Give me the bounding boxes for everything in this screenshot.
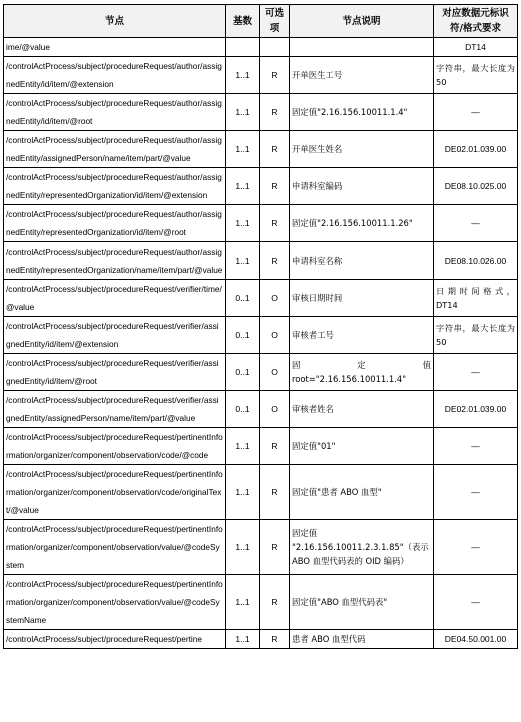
optional-cell: R [260,465,290,520]
table-row [4,94,518,131]
cardinality-cell: 0..1 [226,354,260,391]
optional-cell: R [260,205,290,242]
standard-cell: 字符串，最大长度为 50 [434,317,518,354]
description-cell: 固定值"2.16.156.10011.1.4" [290,94,434,131]
description-cell: 审核者姓名 [290,391,434,428]
description-cell [290,38,434,57]
node-path-cell: /controlActProcess/subject/procedureRequest/author/assignedEntity/representedOrganization/name/item/part/@value [4,242,226,280]
optional-cell: R [260,131,290,168]
table-row [4,317,518,354]
optional-cell: O [260,354,290,391]
table-row [4,391,518,428]
header-node: 节点 [4,5,226,38]
cardinality-cell: 1..1 [226,242,260,280]
description-cell: 开单医生工号 [290,57,434,94]
node-path-cell: /controlActProcess/subject/procedureRequest/author/assignedEntity/id/item/@extension [4,57,226,94]
header-cardinality: 基数 [226,5,260,38]
table-row [4,575,518,630]
description-cell: 固定值 "2.16.156.10011.2.3.1.85"（表示 ABO 血型代码表的 OID 编码） [290,520,434,575]
optional-cell: R [260,94,290,131]
standard-cell: 字符串，最大长度为 50 [434,57,518,94]
node-path-cell: /controlActProcess/subject/procedureRequest/author/assignedEntity/assignedPerson/name/item/part/@value [4,131,226,168]
standard-cell: DT14 [434,38,518,57]
standard-cell: 日期时间格式，DT14 [434,280,518,317]
standard-cell: — [434,428,518,465]
table-row [4,57,518,94]
spec-table [3,4,518,649]
description-cell: 开单医生姓名 [290,131,434,168]
description-cell: 固定值 root="2.16.156.10011.1.4" [290,354,434,391]
table-row [4,520,518,575]
standard-cell: DE08.10.026.00 [434,242,518,280]
cardinality-cell: 1..1 [226,465,260,520]
header-optional: 可选项 [260,5,290,38]
node-path-cell: /controlActProcess/subject/procedureRequest/verifier/assignedEntity/id/item/@root [4,354,226,391]
cardinality-cell: 1..1 [226,94,260,131]
optional-cell: O [260,280,290,317]
cardinality-cell: 1..1 [226,205,260,242]
optional-cell: R [260,575,290,630]
cardinality-cell: 1..1 [226,131,260,168]
node-path-cell: /controlActProcess/subject/procedureRequest/pertinentInformation/organizer/component/observation/code/@code [4,428,226,465]
optional-cell: R [260,520,290,575]
optional-cell: R [260,630,290,649]
table-body [4,38,518,649]
standard-cell: — [434,94,518,131]
cardinality-cell: 1..1 [226,630,260,649]
node-path-cell: /controlActProcess/subject/procedureRequest/pertinentInformation/organizer/component/observation/value/@codeSystem [4,520,226,575]
optional-cell [260,38,290,57]
optional-cell: O [260,317,290,354]
header-standard: 对应数据元标识符/格式要求 [434,5,518,38]
standard-cell: DE04.50.001.00 [434,630,518,649]
cardinality-cell: 1..1 [226,57,260,94]
standard-cell: — [434,205,518,242]
cardinality-cell: 0..1 [226,280,260,317]
optional-cell: O [260,391,290,428]
cardinality-cell: 1..1 [226,428,260,465]
node-path-cell: /controlActProcess/subject/procedureRequest/verifier/time/@value [4,280,226,317]
node-path-cell: /controlActProcess/subject/procedureRequest/verifier/assignedEntity/id/item/@extension [4,317,226,354]
standard-cell: — [434,575,518,630]
table-row [4,38,518,57]
node-path-cell: /controlActProcess/subject/procedureRequest/author/assignedEntity/representedOrganization/id/item/@root [4,205,226,242]
table-row [4,205,518,242]
table-row [4,630,518,649]
standard-cell: DE02.01.039.00 [434,391,518,428]
optional-cell: R [260,242,290,280]
node-path-cell: ime/@value [4,38,226,57]
description-cell: 固定值"01" [290,428,434,465]
header-row [4,5,518,38]
standard-cell: — [434,520,518,575]
standard-cell: DE02.01.039.00 [434,131,518,168]
table-row [4,354,518,391]
table-row [4,131,518,168]
table-row [4,280,518,317]
description-cell: 审核者工号 [290,317,434,354]
cardinality-cell [226,38,260,57]
optional-cell: R [260,168,290,205]
description-cell: 申请科室编码 [290,168,434,205]
table-row [4,465,518,520]
optional-cell: R [260,57,290,94]
standard-cell: — [434,465,518,520]
cardinality-cell: 1..1 [226,575,260,630]
table-row [4,168,518,205]
cardinality-cell: 0..1 [226,391,260,428]
standard-cell: — [434,354,518,391]
node-path-cell: /controlActProcess/subject/procedureRequest/pertine [4,630,226,649]
header-description: 节点说明 [290,5,434,38]
node-path-cell: /controlActProcess/subject/procedureRequest/author/assignedEntity/representedOrganization/id/item/@extension [4,168,226,205]
table-row [4,242,518,280]
description-cell: 固定值"患者 ABO 血型" [290,465,434,520]
node-path-cell: /controlActProcess/subject/procedureRequest/verifier/assignedEntity/assignedPerson/name/item/part/@value [4,391,226,428]
node-path-cell: /controlActProcess/subject/procedureRequest/author/assignedEntity/id/item/@root [4,94,226,131]
standard-cell: DE08.10.025.00 [434,168,518,205]
description-cell: 固定值"ABO 血型代码表" [290,575,434,630]
description-cell: 固定值"2.16.156.10011.1.26" [290,205,434,242]
node-path-cell: /controlActProcess/subject/procedureRequest/pertinentInformation/organizer/component/observation/value/@codeSystemName [4,575,226,630]
cardinality-cell: 1..1 [226,520,260,575]
table-row [4,428,518,465]
description-cell: 审核日期时间 [290,280,434,317]
cardinality-cell: 1..1 [226,168,260,205]
description-cell: 申请科室名称 [290,242,434,280]
node-path-cell: /controlActProcess/subject/procedureRequest/pertinentInformation/organizer/component/observation/code/originalText/@value [4,465,226,520]
cardinality-cell: 0..1 [226,317,260,354]
description-cell: 患者 ABO 血型代码 [290,630,434,649]
optional-cell: R [260,428,290,465]
